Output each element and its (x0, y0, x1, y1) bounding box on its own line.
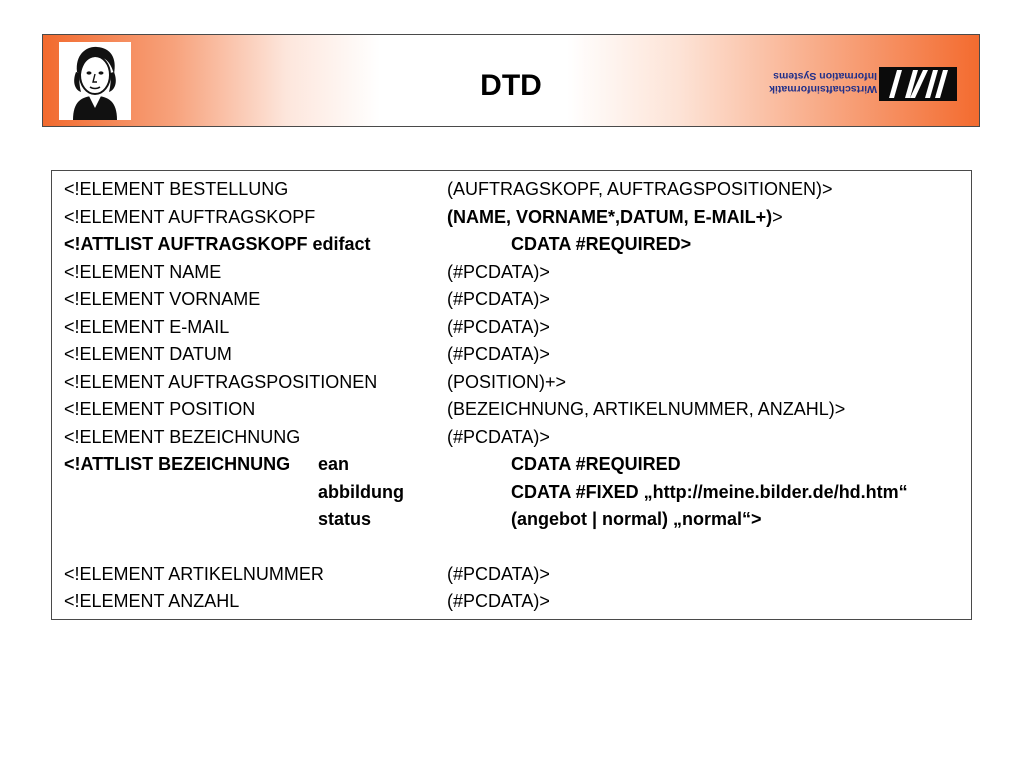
content-model: (#PCDATA)> (447, 317, 550, 337)
dtd-row (64, 204, 964, 231)
attribute-name: abbildung (318, 482, 404, 502)
element-declaration: <!ELEMENT POSITION (64, 399, 256, 419)
dtd-row (64, 259, 964, 286)
dtd-row (64, 479, 964, 506)
logo-caption (769, 65, 877, 95)
dtd-row (64, 451, 964, 478)
dtd-row (64, 369, 964, 396)
content-model: (AUFTRAGSKOPF, AUFTRAGSPOSITIONEN)> (447, 179, 833, 199)
attribute-type: (angebot | normal) „normal“> (511, 509, 762, 529)
attribute-type: CDATA #FIXED „http://meine.bilder.de/hd.htm“ (511, 482, 908, 502)
attribute-name: status (318, 509, 372, 529)
content-model: (#PCDATA)> (447, 344, 550, 364)
attribute-type: CDATA #REQUIRED> (511, 234, 692, 254)
slide-header (42, 34, 980, 127)
dtd-row (64, 424, 964, 451)
content-model: (POSITION)+> (447, 372, 567, 392)
dtd-row (64, 561, 964, 588)
content-model-bold: (NAME, VORNAME*,DATUM, E-MAIL+) (447, 207, 773, 227)
attribute-type: CDATA #REQUIRED (511, 454, 681, 474)
dtd-row (64, 314, 964, 341)
element-declaration: <!ELEMENT E-MAIL (64, 317, 230, 337)
dtd-row (64, 231, 964, 258)
dtd-listing (51, 170, 972, 620)
attribute-name: ean (318, 454, 350, 474)
logo-caption-line2: Information Systems (773, 70, 877, 82)
element-declaration: <!ELEMENT BESTELLUNG (64, 179, 289, 199)
logo-caption-line1: Wirtschaftsinformatik (769, 83, 877, 95)
element-declaration: <!ELEMENT DATUM (64, 344, 232, 364)
element-declaration: <!ELEMENT NAME (64, 262, 222, 282)
attlist-declaration: <!ATTLIST AUFTRAGSKOPF edifact (64, 234, 371, 254)
content-model: (#PCDATA)> (447, 591, 550, 611)
element-declaration: <!ELEMENT ARTIKELNUMMER (64, 564, 324, 584)
dtd-row (64, 286, 964, 313)
content-model: (#PCDATA)> (447, 564, 550, 584)
content-model: (#PCDATA)> (447, 262, 550, 282)
page-title: DTD (480, 69, 542, 102)
content-model: (#PCDATA)> (447, 427, 550, 447)
dtd-row (64, 176, 964, 203)
dtd-row (64, 341, 964, 368)
element-declaration: <!ELEMENT AUFTRAGSPOSITIONEN (64, 372, 378, 392)
iwi-mark-icon (879, 65, 957, 103)
iwi-logo-mark (879, 65, 957, 103)
element-declaration: <!ELEMENT BEZEICHNUNG (64, 427, 301, 447)
dtd-row (64, 396, 964, 423)
element-declaration: <!ELEMENT ANZAHL (64, 591, 240, 611)
element-declaration: <!ELEMENT AUFTRAGSKOPF (64, 207, 316, 227)
content-model: (BEZEICHNUNG, ARTIKELNUMMER, ANZAHL)> (447, 399, 846, 419)
attlist-declaration: <!ATTLIST BEZEICHNUNG (64, 454, 291, 474)
element-declaration: <!ELEMENT VORNAME (64, 289, 261, 309)
content-model: (#PCDATA)> (447, 289, 550, 309)
content-model (447, 204, 783, 231)
iwi-logo (769, 65, 959, 105)
dtd-row (64, 588, 964, 615)
content-model-tail: > (772, 207, 783, 227)
dtd-row (64, 506, 964, 533)
